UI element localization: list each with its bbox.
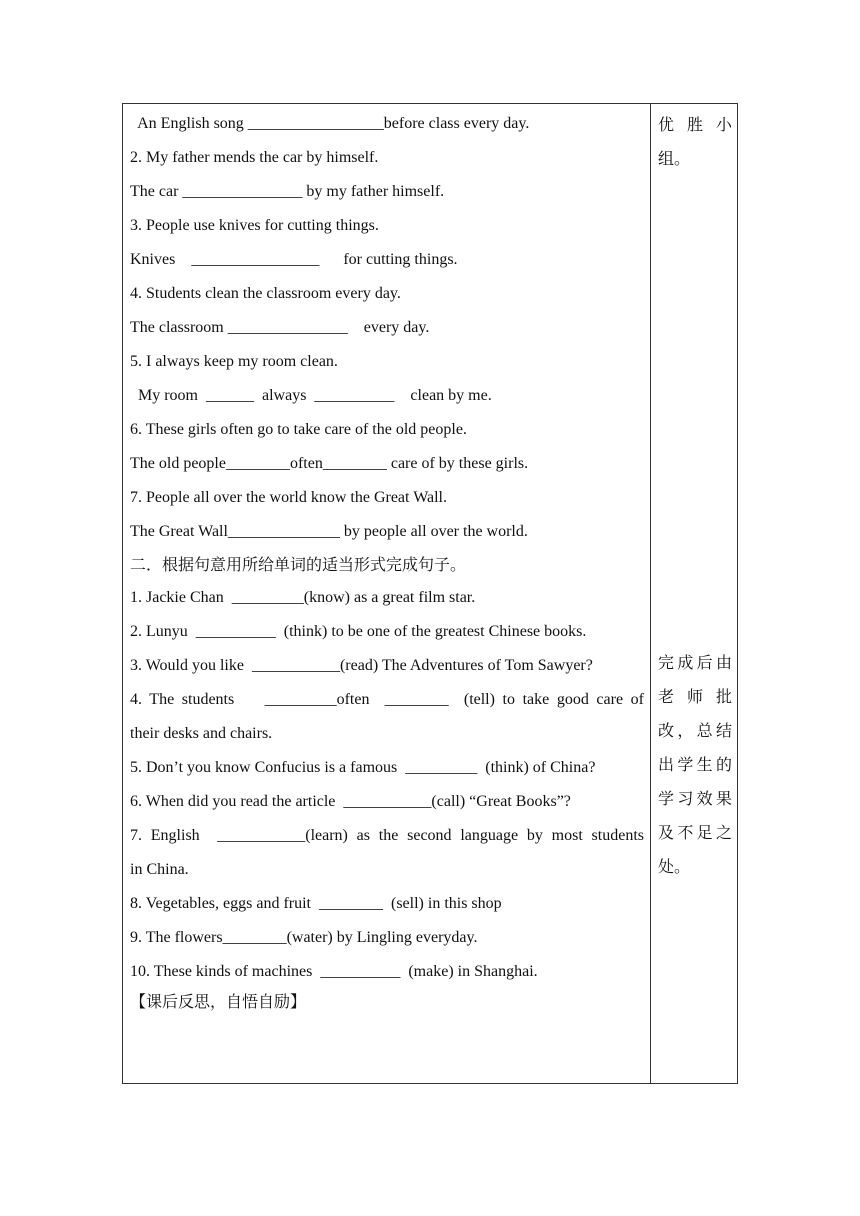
exercise-line: 3. People use knives for cutting things. bbox=[130, 217, 379, 234]
exercise-line: their desks and chairs. bbox=[130, 725, 273, 742]
exercise-line: in China. bbox=[130, 861, 189, 878]
exercise-line: The classroom _______________ every day. bbox=[130, 319, 430, 336]
exercise-line: 5. Don’t you know Confucius is a famous _________ (think) of China? bbox=[130, 759, 596, 776]
exercise-line: 9. The flowers________(water) by Lingling everyday. bbox=[130, 929, 478, 946]
exercise-line: 7. English ___________(learn) as the second language by most students bbox=[130, 827, 644, 844]
side-note-line: 完成后由 bbox=[658, 653, 732, 672]
column-divider bbox=[650, 104, 651, 1083]
side-note-middle bbox=[658, 646, 732, 884]
side-note-line: 改，总结 bbox=[658, 721, 732, 740]
exercise-line: 8. Vegetables, eggs and fruit ________ (sell) in this shop bbox=[130, 895, 502, 912]
exercise-line: 5. I always keep my room clean. bbox=[130, 353, 338, 370]
exercise-line: 6. When did you read the article ___________(call) “Great Books”? bbox=[130, 793, 571, 810]
exercise-line: 2. Lunyu __________ (think) to be one of the greatest Chinese books. bbox=[130, 623, 587, 640]
exercise-line: 4. The students _________often ________ (tell) to take good care of bbox=[130, 691, 644, 708]
exercise-line: 2. My father mends the car by himself. bbox=[130, 149, 379, 166]
reflection-heading: 【课后反思，自悟自励】 bbox=[130, 992, 307, 1011]
exercise-line: My room ______ always __________ clean by me. bbox=[130, 387, 492, 404]
exercise-line: The car _______________ by my father himself. bbox=[130, 183, 445, 200]
exercise-line: 3. Would you like ___________(read) The Adventures of Tom Sawyer? bbox=[130, 657, 593, 674]
side-note-line: 优胜小 bbox=[658, 115, 732, 134]
side-note-line: 出学生的 bbox=[658, 755, 732, 774]
exercise-line: 4. Students clean the classroom every day. bbox=[130, 285, 401, 302]
side-note-line: 老师批 bbox=[658, 687, 732, 706]
exercise-line: 10. These kinds of machines __________ (make) in Shanghai. bbox=[130, 963, 538, 980]
side-note-line: 处。 bbox=[658, 857, 691, 876]
exercise-line: The old people________often________ care of by these girls. bbox=[130, 455, 529, 472]
exercise-line: An English song _________________before class every day. bbox=[130, 115, 530, 132]
section-2-title: 二．根据句意用所给单词的适当形式完成句子。 bbox=[130, 555, 467, 574]
side-note-line: 组。 bbox=[658, 149, 691, 168]
exercise-line: Knives ________________ for cutting things. bbox=[130, 251, 458, 268]
side-note-line: 及不足之 bbox=[658, 823, 732, 842]
exercise-line: The Great Wall______________ by people all over the world. bbox=[130, 523, 528, 540]
exercise-line: 6. These girls often go to take care of the old people. bbox=[130, 421, 467, 438]
worksheet-table bbox=[122, 103, 738, 1084]
exercise-line: 7. People all over the world know the Great Wall. bbox=[130, 489, 447, 506]
exercise-line: 1. Jackie Chan _________(know) as a great film star. bbox=[130, 589, 476, 606]
side-note-line: 学习效果 bbox=[658, 789, 732, 808]
side-note-top bbox=[658, 108, 732, 176]
